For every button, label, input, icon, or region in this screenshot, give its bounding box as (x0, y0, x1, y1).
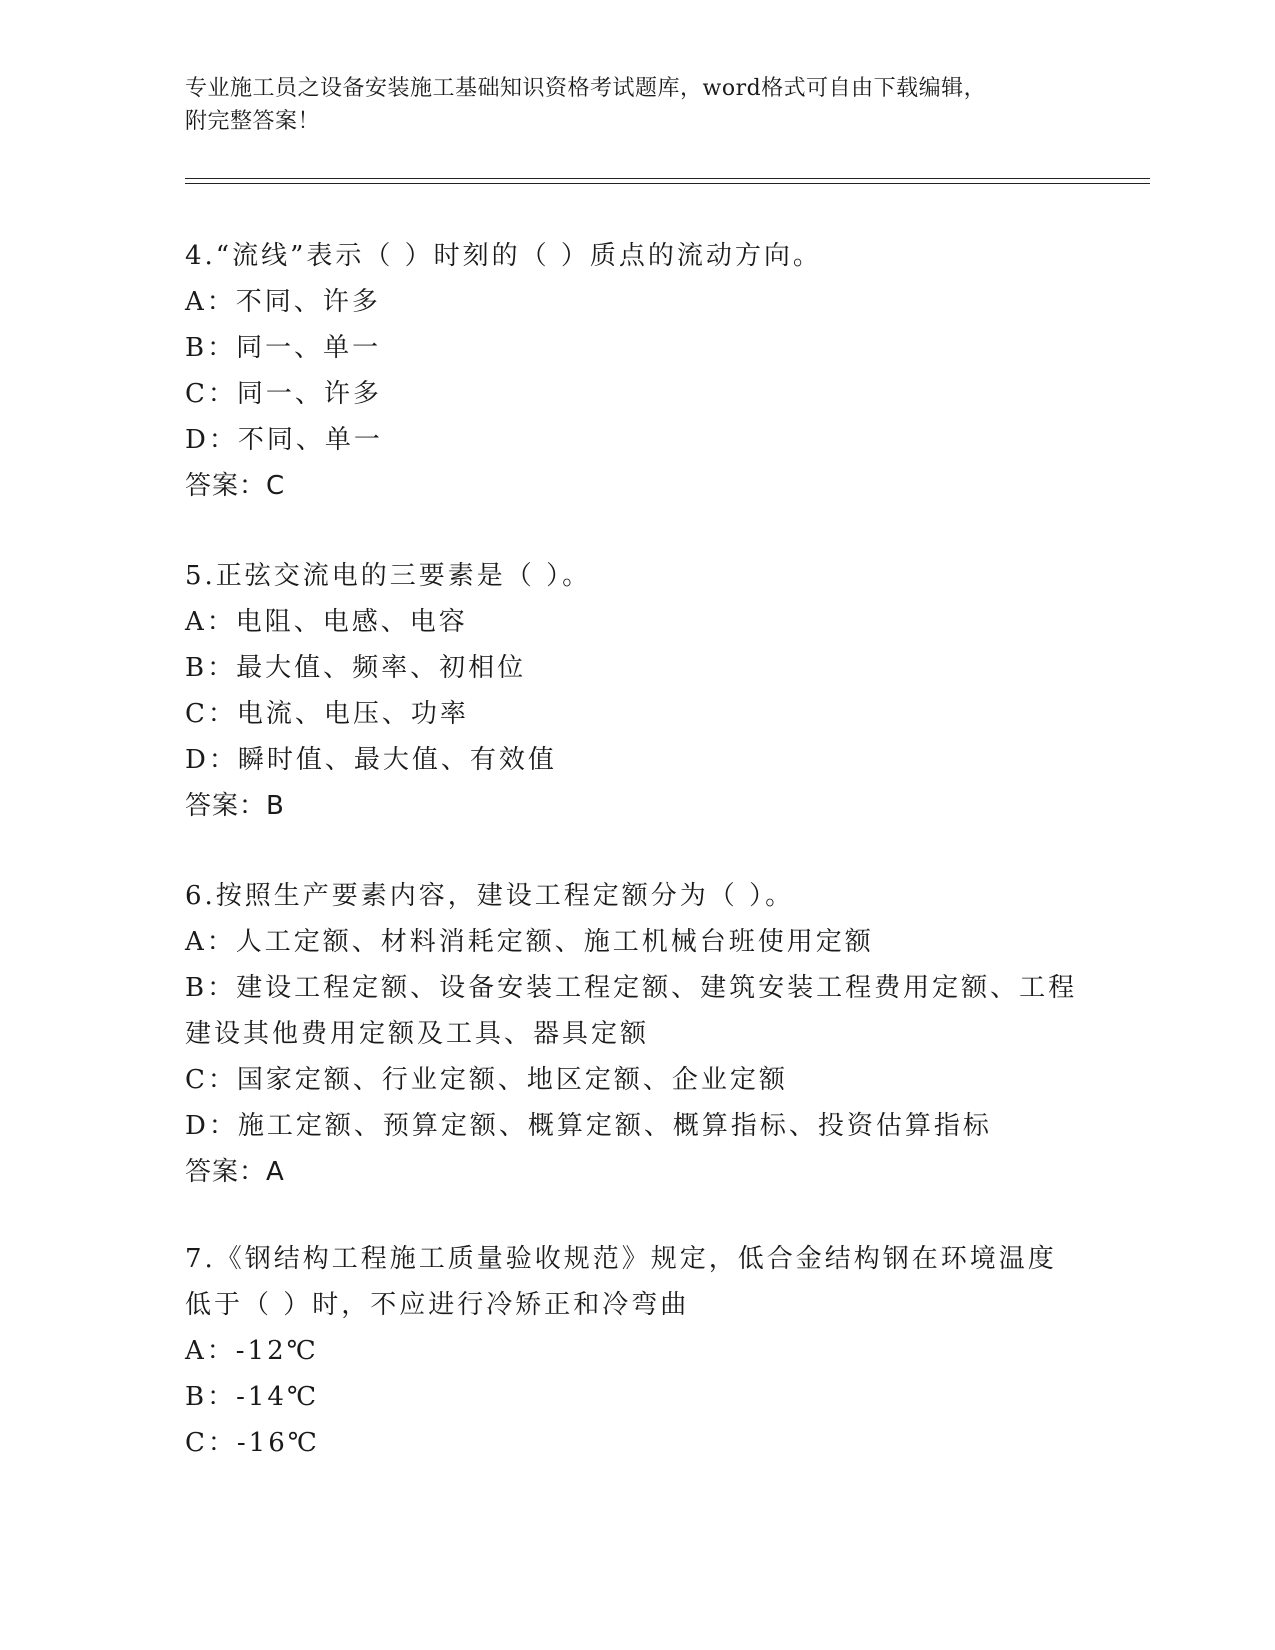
option-a: A：-12℃ (185, 1336, 319, 1366)
option-b: B：同一、单一 (185, 333, 382, 363)
option-d: D：瞬时值、最大值、有效值 (185, 745, 557, 775)
option-c: C：-16℃ (185, 1428, 320, 1458)
question-7 (185, 1236, 1085, 1466)
header-divider-bottom (185, 183, 1150, 184)
option-b: B：最大值、频率、初相位 (185, 653, 527, 683)
option-c: C：同一、许多 (185, 379, 382, 409)
question-6 (185, 873, 1085, 1195)
option-c: C：国家定额、行业定额、地区定额、企业定额 (185, 1065, 788, 1095)
question-stem: 4.“流线”表示（ ）时刻的（ ）质点的流动方向。 (185, 241, 822, 271)
answer-line: 答案：C (185, 471, 286, 501)
question-stem: 6.按照生产要素内容，建设工程定额分为（ ）。 (185, 881, 795, 911)
header-divider-top (185, 178, 1150, 179)
document-header (185, 72, 1085, 138)
question-4 (185, 233, 1085, 509)
option-d: D：不同、单一 (185, 425, 383, 455)
option-b: B：建设工程定额、设备安装工程定额、建筑安装工程费用定额、工程建设其他费用定额及工具、器具定额 (185, 973, 1078, 1049)
option-c: C：电流、电压、功率 (185, 699, 469, 729)
option-a: A：不同、许多 (185, 287, 381, 317)
answer-line: 答案：A (185, 1157, 285, 1187)
option-d: D：施工定额、预算定额、概算定额、概算指标、投资估算指标 (185, 1111, 992, 1141)
option-a: A：人工定额、材料消耗定额、施工机械台班使用定额 (185, 927, 874, 957)
header-line-1: 专业施工员之设备安装施工基础知识资格考试题库，word格式可自由下载编辑， (185, 76, 987, 101)
header-line-2: 附完整答案！ (185, 109, 321, 134)
question-stem: 5.正弦交流电的三要素是（ ）。 (185, 561, 592, 591)
question-stem: 7.《钢结构工程施工质量验收规范》规定，低合金结构钢在环境温度低于（ ）时，不应进行冷矫正和冷弯曲 (185, 1244, 1057, 1320)
answer-line: 答案：B (185, 791, 285, 821)
option-a: A：电阻、电感、电容 (185, 607, 468, 637)
question-5 (185, 553, 1085, 829)
option-b: B：-14℃ (185, 1382, 320, 1412)
